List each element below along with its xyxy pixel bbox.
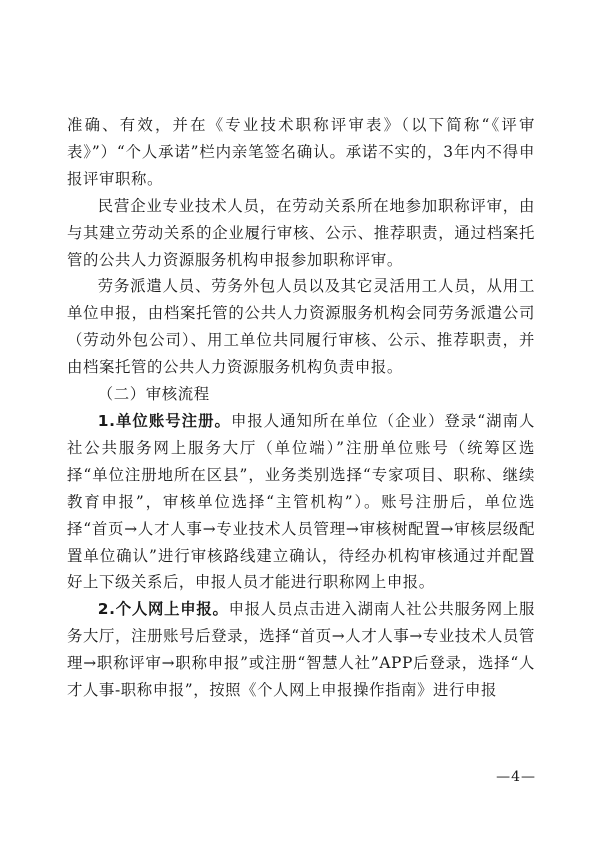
paragraph-text: 劳务派遣人员、劳务外包人员以及其它灵活用工人员，从用工单位申报，由档案托管的公共人力资源服务机构会同劳务派遣公司（劳动外包公司）、用工单位共同履行审核、公示、推荐职责，并由档案托管的公共人力资源服务机构负责申报。 — [67, 277, 535, 377]
section-heading: （二）审核流程 — [97, 385, 210, 404]
page-number: —4— — [496, 769, 536, 785]
paragraph-private-enterprise — [67, 193, 535, 274]
step-lead: 2.个人网上申报。 — [97, 600, 229, 619]
paragraph-dispatched-workers — [67, 273, 535, 381]
step-unit-account-registration — [67, 408, 535, 596]
body-text — [67, 112, 535, 704]
paragraph-text: 准确、有效，并在《专业技术职称评审表》（以下简称“《评审表》”）“个人承诺”栏内亲笔签名确认。承诺不实的，3年内不得申报评审职称。 — [67, 116, 535, 188]
step-text: 申报人通知所在单位（企业）登录“湖南人社公共服务网上服务大厅（单位端）”注册单位账号（统筹区选择“单位注册地所在区县”，业务类别选择“专家项目、职称、继续教育申报”，审核单位选择“主管机构”）。账号注册后，单位选择“首页→人才人事→专业技术人员管理→审核树配置→审核层级配置单位确认”进行审核路线建立确认，待经办机构审核通过并配置好上下级关系后，申报人员才能进行职称网上申报。 — [67, 411, 535, 592]
paragraph-text: 民营企业专业技术人员，在劳动关系所在地参加职称评审，由与其建立劳动关系的企业履行审核、公示、推荐职责，通过档案托管的公共人力资源服务机构申报参加职称评审。 — [67, 196, 535, 269]
step-personal-online-application — [67, 596, 535, 704]
step-text: 申报人员点击进入湖南人社公共服务网上服务大厅，注册账号后登录，选择“首页→人才人事→专业技术人员管理→职称评审→职称申报”或注册“智慧人社”APP后登录，选择“人才人事-职称申报”，按照《个人网上申报操作指南》进行申报 — [67, 600, 535, 700]
paragraph-continuation — [67, 112, 535, 193]
step-lead: 1.单位账号注册。 — [97, 411, 231, 430]
